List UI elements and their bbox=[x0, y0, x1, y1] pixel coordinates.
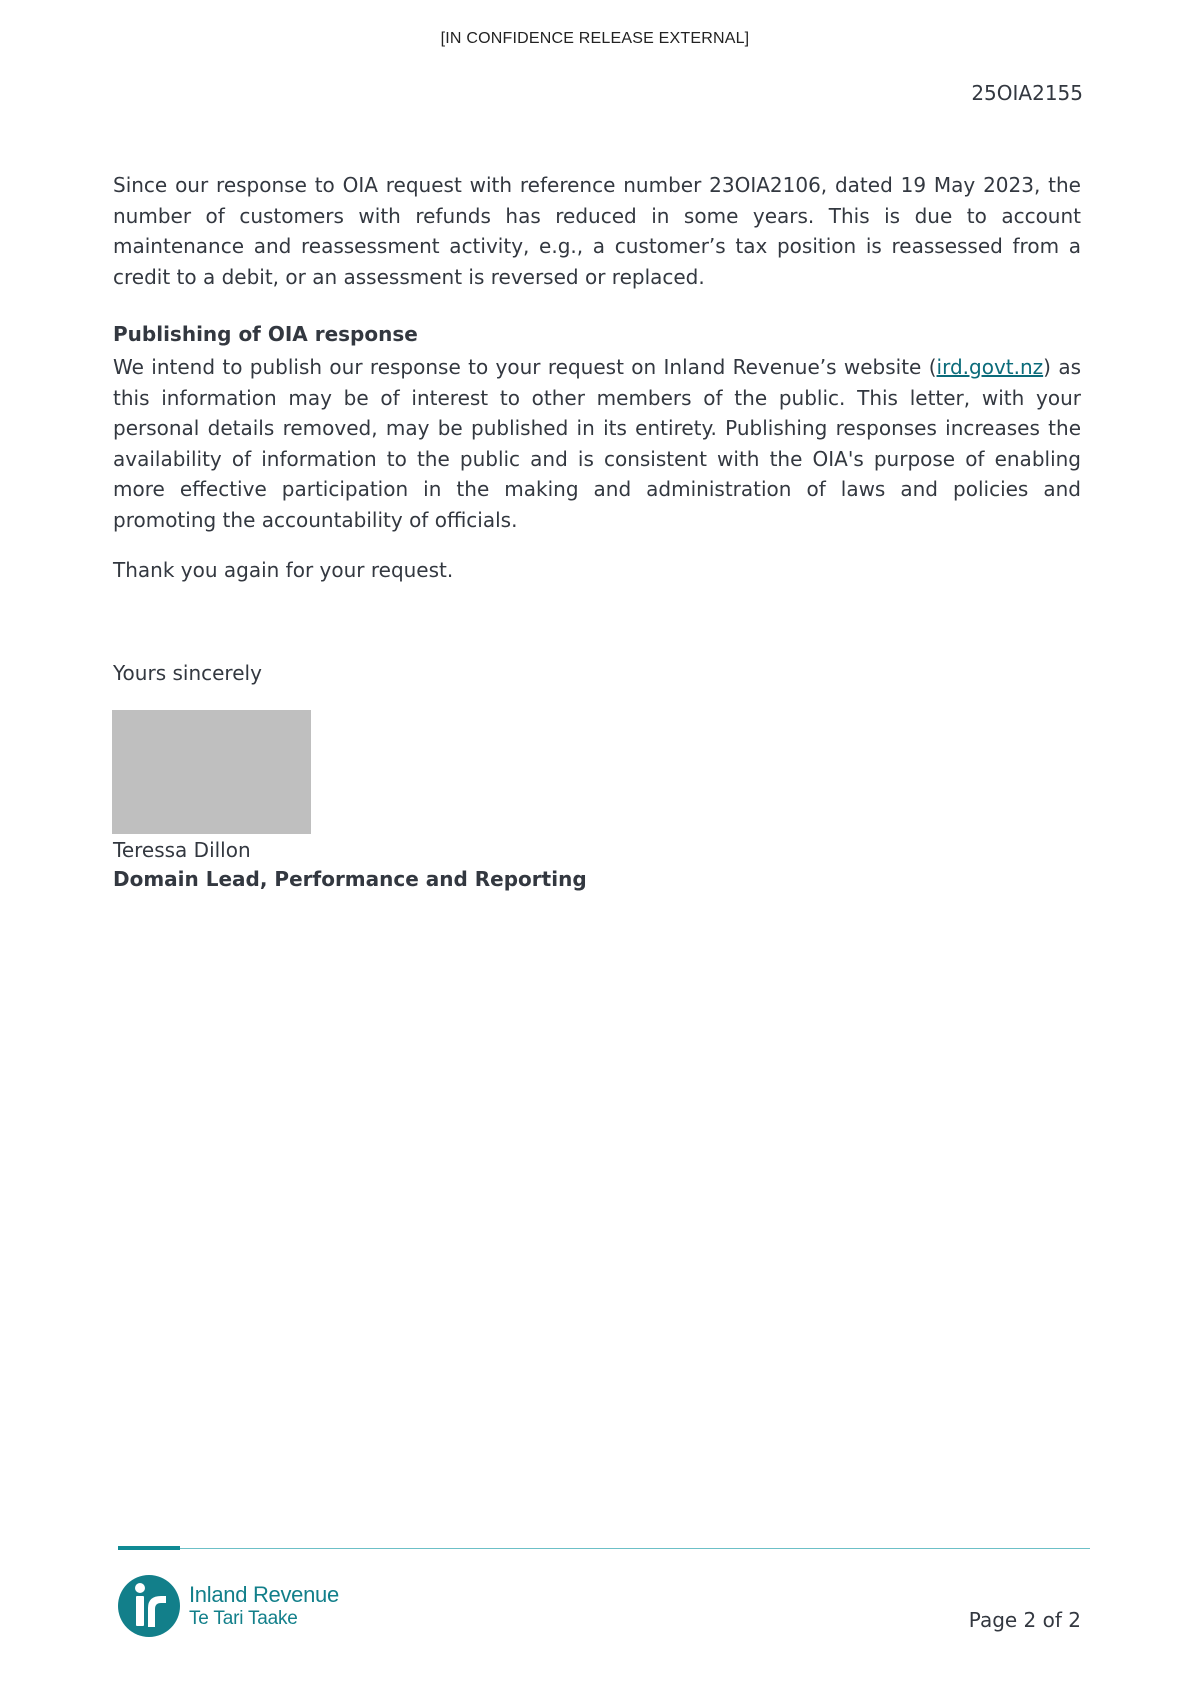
footer-accent-bar bbox=[118, 1546, 180, 1550]
logo-maori-name: Te Tari Taake bbox=[189, 1608, 298, 1629]
closing-salutation: Yours sincerely bbox=[113, 660, 262, 685]
paragraph-publishing-text-start: We intend to publish our response to your request on Inland Revenue’s website ( bbox=[113, 355, 937, 379]
logo-name: Inland Revenue bbox=[189, 1582, 339, 1607]
classification-marking: [IN CONFIDENCE RELEASE EXTERNAL] bbox=[440, 30, 750, 47]
signer-name: Teressa Dillon bbox=[113, 837, 251, 862]
signer-title: Domain Lead, Performance and Reporting bbox=[113, 866, 587, 891]
paragraph-refunds: Since our response to OIA request with reference number 23OIA2106, dated 19 May 2023, the number of customers with refunds has reduced in some years. This is due to account maintenance and reassessment activity, e.g., a customer’s tax position is reassessed from a credit to a debit, or an assessment is reversed or replaced. bbox=[113, 173, 1081, 289]
ird-website-link[interactable]: ird.govt.nz bbox=[936, 355, 1044, 379]
reference-number: 25OIA2155 bbox=[971, 81, 1083, 105]
page-number: Page 2 of 2 bbox=[968, 1608, 1081, 1632]
paragraph-publishing-text-end: ) as this information may be of interest to other members of the public. This letter, with your personal details removed, may be published in its entirety. Publishing responses increases the availability of information to the public and is consistent with the OIA's purpose of enabling more effective participation in the making and administration of laws and policies and promoting the accountability of officials. bbox=[113, 355, 1081, 532]
publishing-heading: Publishing of OIA response bbox=[113, 322, 418, 346]
letter-body bbox=[113, 170, 1081, 894]
redacted-signature bbox=[112, 710, 311, 834]
inland-revenue-logo-icon bbox=[118, 1575, 180, 1637]
footer-divider bbox=[118, 1548, 1090, 1549]
paragraph-thanks: Thank you again for your request. bbox=[113, 558, 454, 582]
logo-wordmark bbox=[189, 1584, 339, 1628]
paragraph-publishing bbox=[113, 352, 1081, 535]
inland-revenue-logo bbox=[118, 1575, 339, 1637]
